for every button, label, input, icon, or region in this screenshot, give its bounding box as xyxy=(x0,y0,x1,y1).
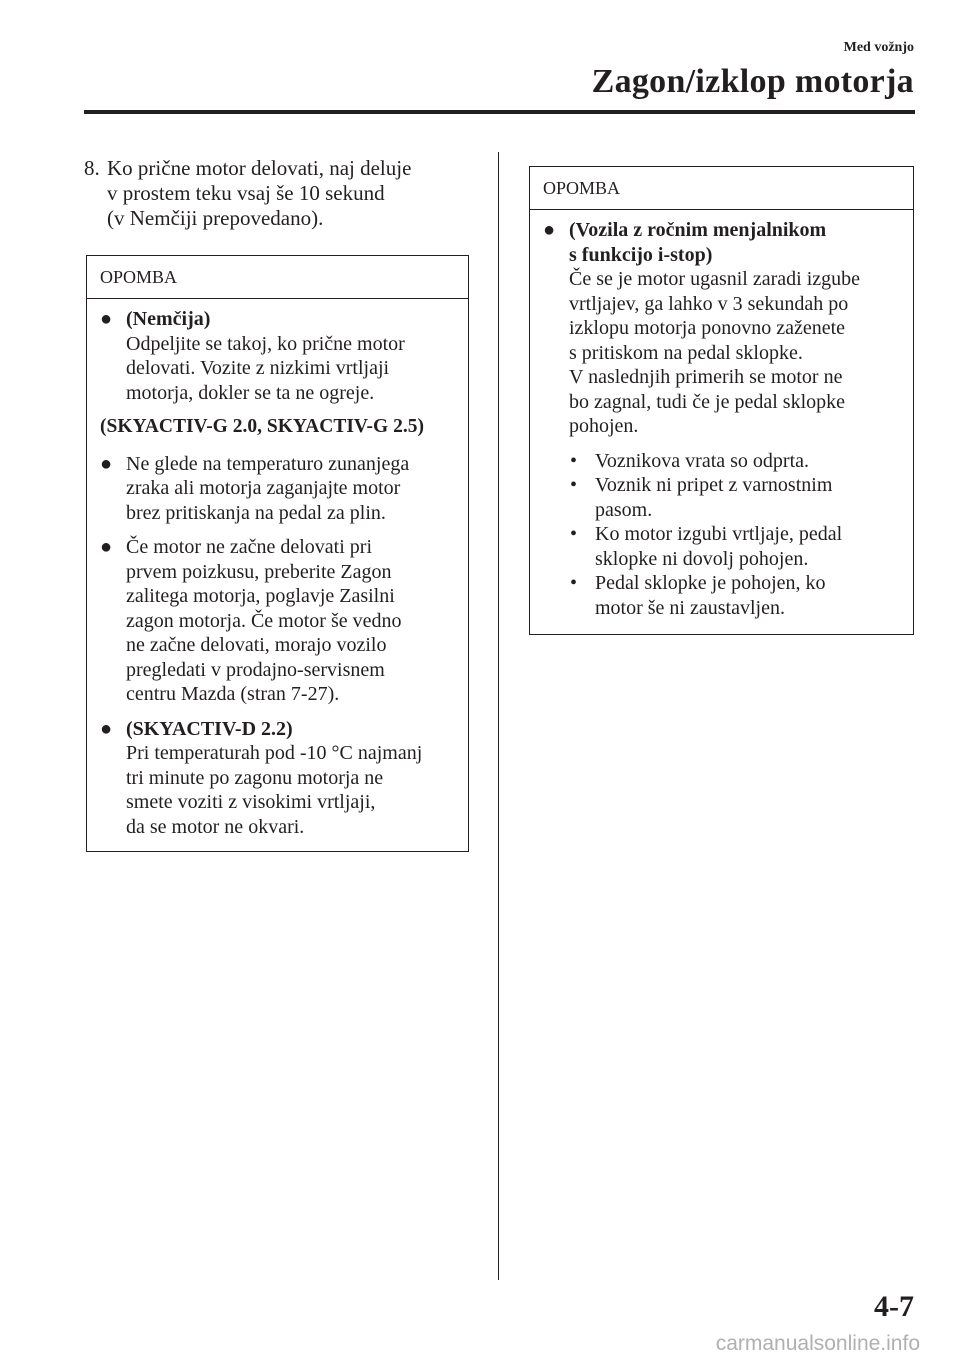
note-line: smete voziti z visokimi vrtljaji, xyxy=(126,791,376,813)
note-item-title: (Nemčija) xyxy=(126,308,211,330)
note-line: bo zagnal, tudi če je pedal sklopke xyxy=(569,390,846,413)
sub-item xyxy=(543,522,903,571)
note-box-left xyxy=(86,255,469,852)
sub-list xyxy=(543,449,903,621)
note-heading: OPOMBA xyxy=(87,256,468,299)
note-line: zalitega motorja, poglavje Zasilni xyxy=(126,585,395,607)
note-line: Če motor ne začne delovati pri xyxy=(126,536,373,558)
page-number: 4-7 xyxy=(874,1290,914,1323)
note-item-title: s funkcijo i-stop) xyxy=(569,243,713,266)
note-line: s pritiskom na pedal sklopke. xyxy=(569,341,803,364)
section-label: Med vožnjo xyxy=(843,40,914,55)
step-number: 8. xyxy=(84,156,100,180)
note-line: Ko motor izgubi vrtljaje, pedal xyxy=(595,523,843,545)
note-line: Pedal sklopke je pohojen, ko xyxy=(595,572,826,594)
note-line: vrtljajev, ga lahko v 3 sekundah po xyxy=(569,292,849,315)
note-box-right xyxy=(529,166,914,635)
note-line: pregledati v prodajno-servisnem xyxy=(126,658,385,681)
small-bullet-icon: • xyxy=(570,449,578,472)
bullet-icon: ● xyxy=(100,536,113,558)
bullet-icon: ● xyxy=(100,717,113,740)
sub-item xyxy=(543,449,903,474)
header-rule xyxy=(84,110,915,114)
note-line: motor še ni zaustavljen. xyxy=(595,596,785,619)
model-label: (SKYACTIV-G 2.0, SKYACTIV-G 2.5) xyxy=(100,416,424,437)
note-line: prvem poizkusu, preberite Zagon xyxy=(126,560,392,583)
note-item-throttle xyxy=(100,452,458,526)
note-line: ne začne delovati, morajo vozilo xyxy=(126,634,387,656)
note-line: Pri temperaturah pod -10 °C najmanj xyxy=(126,742,423,764)
note-item-istop xyxy=(543,218,903,439)
note-line: centru Mazda (stran 7-27). xyxy=(126,683,340,705)
note-line: Voznik ni pripet z varnostnim xyxy=(595,474,833,496)
note-item-diesel xyxy=(100,717,458,840)
bullet-icon: ● xyxy=(100,452,113,475)
small-bullet-icon: • xyxy=(570,572,578,594)
note-line: Ne glede na temperaturo zunanjega xyxy=(126,452,410,475)
note-line: da se motor ne okvari. xyxy=(126,815,305,838)
note-line: brez pritiskanja na pedal za plin. xyxy=(126,501,386,524)
note-line: sklopke ni dovolj pohojen. xyxy=(595,547,809,570)
note-line: delovati. Vozite z nizkimi vrtljaji xyxy=(126,357,390,379)
note-heading: OPOMBA xyxy=(530,167,913,210)
bullet-icon: ● xyxy=(100,308,113,330)
bullet-icon: ● xyxy=(543,219,556,241)
note-line: V naslednjih primerih se motor ne xyxy=(569,366,843,388)
note-line: tri minute po zagonu motorja ne xyxy=(126,766,384,789)
note-line: motorja, dokler se ta ne ogreje. xyxy=(126,381,375,404)
sub-item xyxy=(543,571,903,620)
sub-item xyxy=(543,473,903,522)
note-item-title: (Vozila z ročnim menjalnikom xyxy=(569,219,827,241)
watermark: carmanualsonline.info xyxy=(715,1332,920,1355)
note-item-flooded xyxy=(100,535,458,707)
note-item-title: (SKYACTIV-D 2.2) xyxy=(126,717,293,740)
note-line: Odpeljite se takoj, ko prične motor xyxy=(126,332,405,355)
step-line: v prostem teku vsaj še 10 sekund xyxy=(107,181,385,205)
small-bullet-icon: • xyxy=(570,523,578,545)
note-line: zraka ali motorja zaganjajte motor xyxy=(126,477,401,499)
note-line: zagon motorja. Če motor še vedno xyxy=(126,609,402,632)
note-item-germany xyxy=(100,307,458,405)
note-line: pasom. xyxy=(595,498,653,521)
step-8 xyxy=(84,156,474,231)
column-divider xyxy=(498,152,499,1280)
page-title: Zagon/izklop motorja xyxy=(591,63,914,100)
note-line: Voznikova vrata so odprta. xyxy=(595,449,810,472)
step-line: (v Nemčiji prepovedano). xyxy=(107,206,324,230)
note-line: izklopu motorja ponovno zaženete xyxy=(569,317,846,339)
step-line: Ko prične motor delovati, naj deluje xyxy=(107,156,412,180)
small-bullet-icon: • xyxy=(570,474,578,496)
note-line: Če se je motor ugasnil zaradi izgube xyxy=(569,268,861,290)
note-line: pohojen. xyxy=(569,415,639,437)
